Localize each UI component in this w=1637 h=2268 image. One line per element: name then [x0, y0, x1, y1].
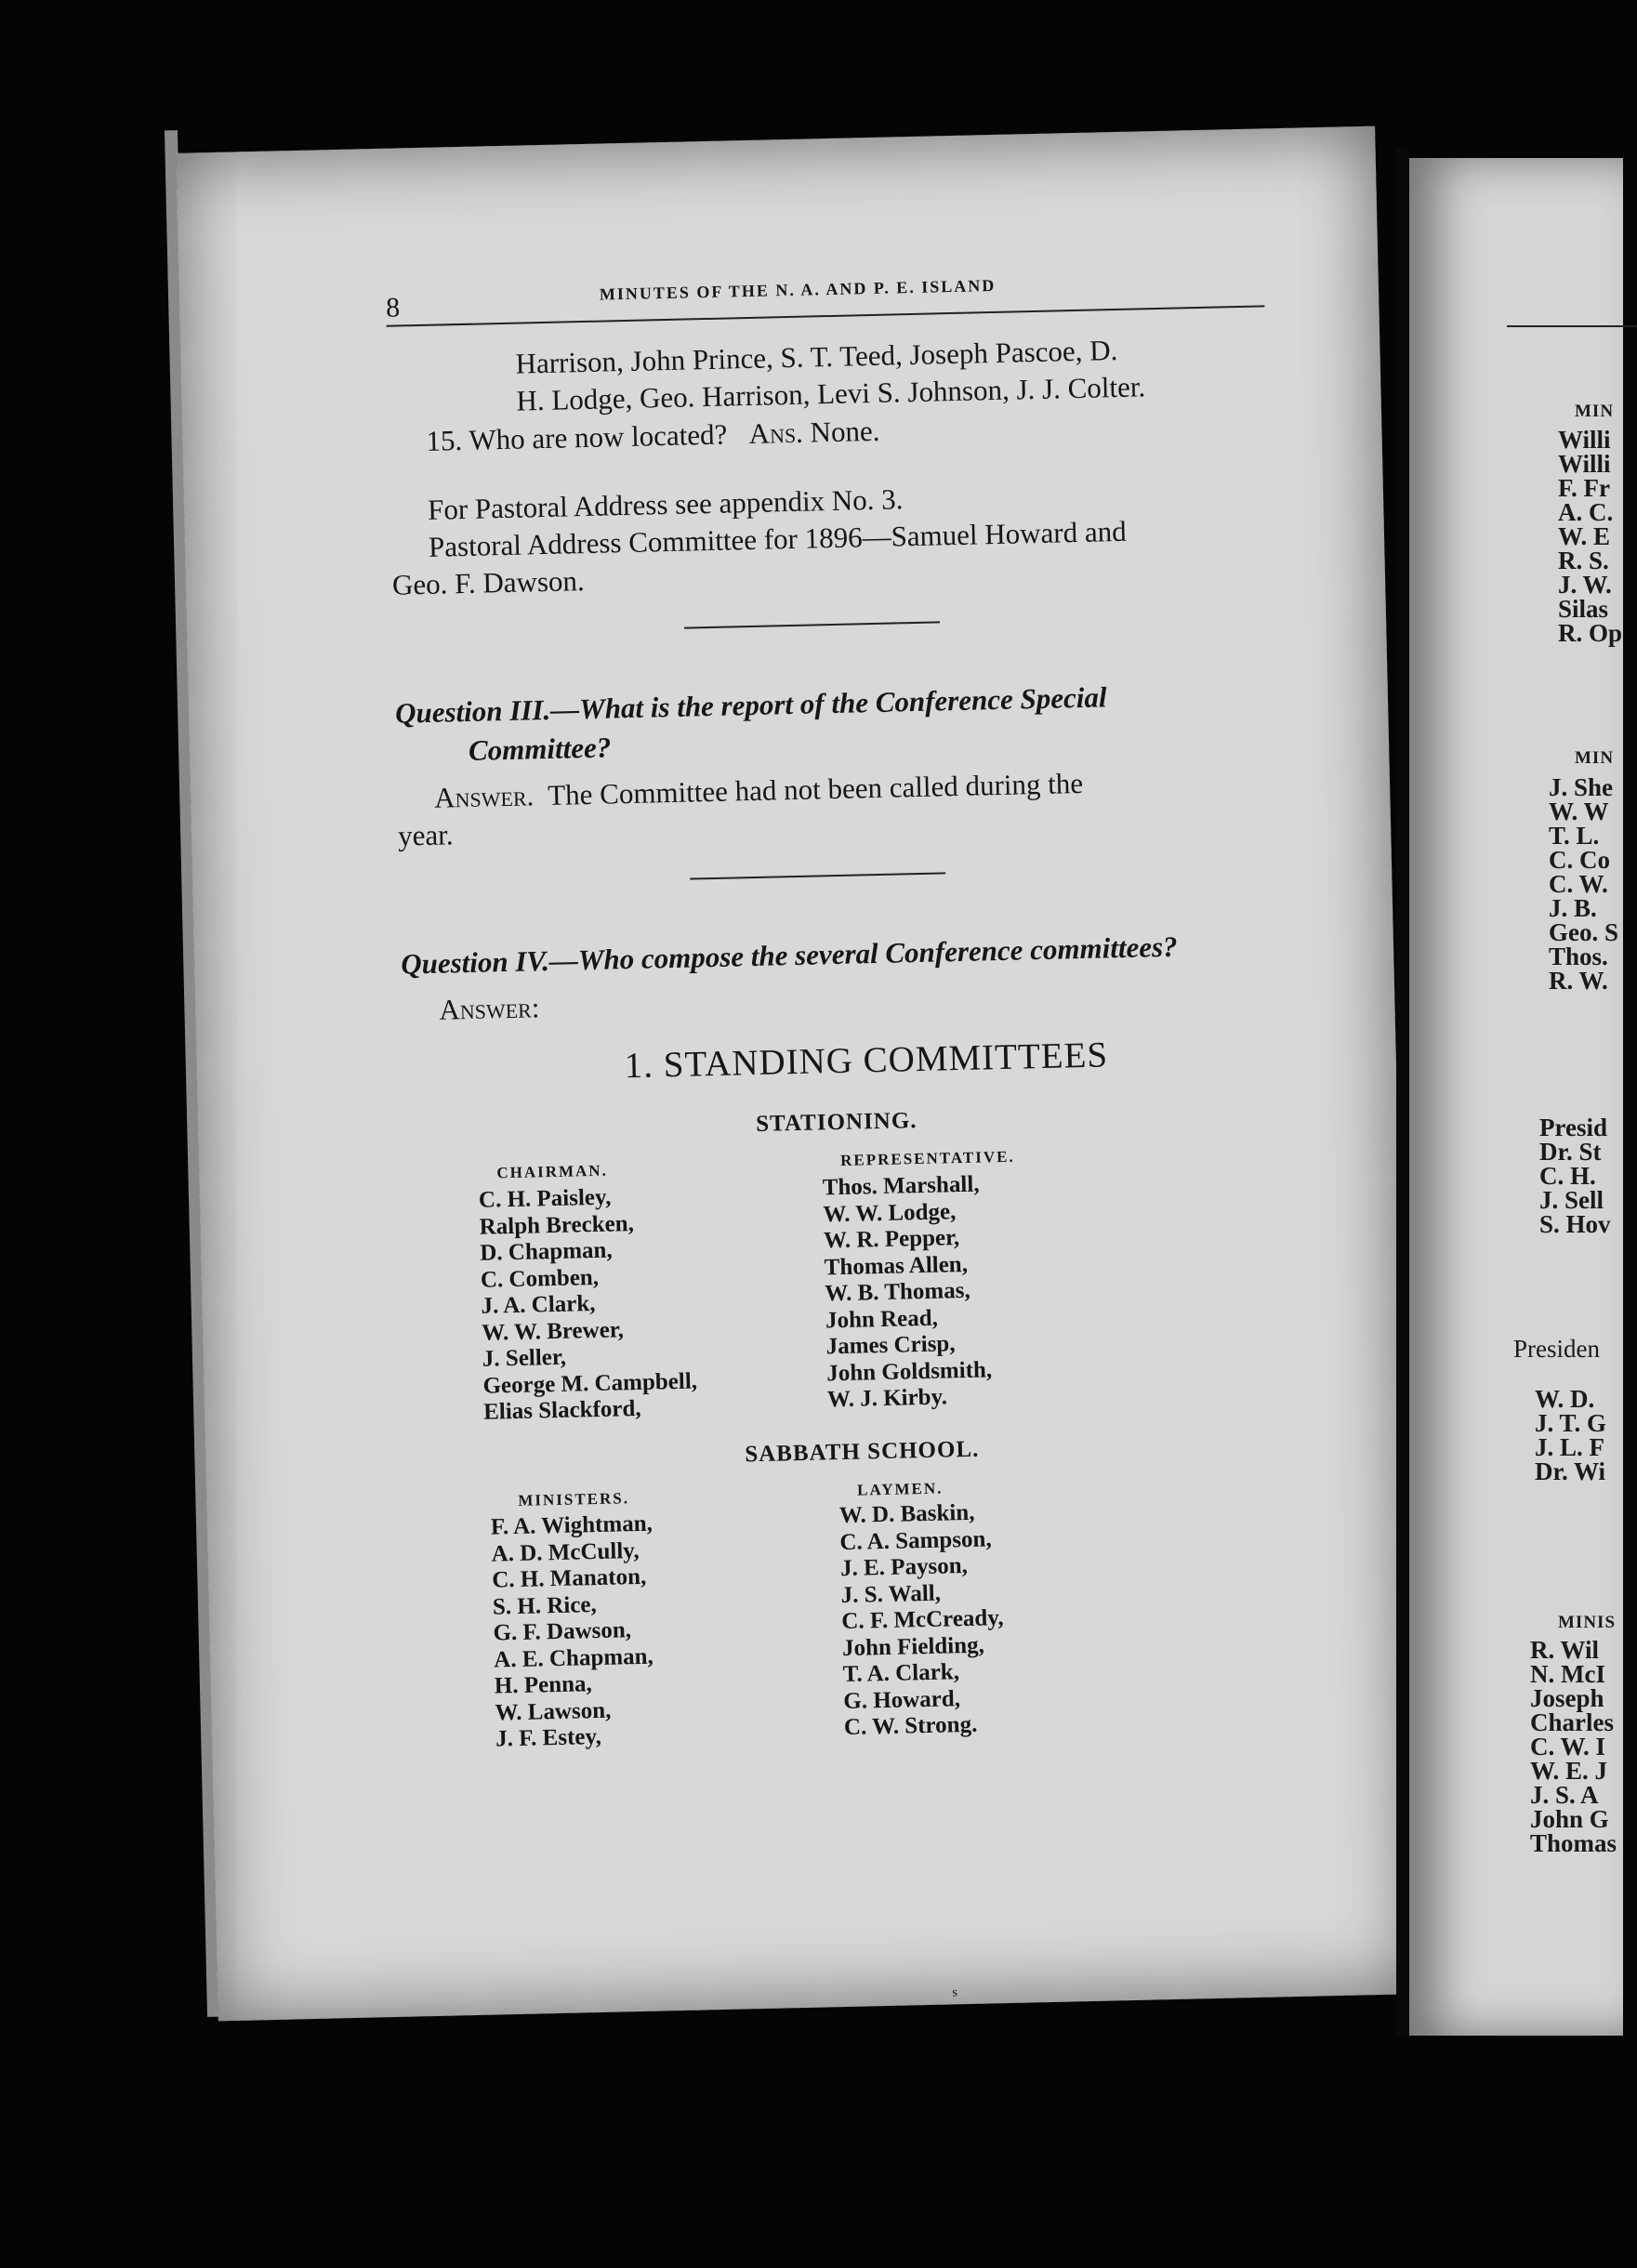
- neighbor-line: T. L.: [1549, 822, 1600, 850]
- stationing-title: STATIONING.: [755, 1108, 918, 1138]
- neighbor-line: S. Hov: [1539, 1210, 1611, 1238]
- list-item: A. D. McCully,: [491, 1537, 640, 1567]
- text-line: H. Lodge, Geo. Harrison, Levi S. Johnson, J. J. Colter.: [516, 370, 1146, 417]
- ministers-heading: MINISTERS.: [518, 1489, 630, 1510]
- list-item: Ralph Brecken,: [479, 1210, 635, 1240]
- list-item: S. H. Rice,: [492, 1591, 598, 1620]
- running-head: MINUTES OF THE N. A. AND P. E. ISLAND: [599, 275, 997, 304]
- neighbor-line: Silas: [1558, 595, 1609, 623]
- neighbor-line: W. E: [1558, 522, 1611, 550]
- answer-label: Answer:: [438, 991, 540, 1026]
- list-item: W. W. Brewer,: [481, 1316, 625, 1346]
- list-item: C. W. Strong.: [843, 1711, 978, 1741]
- question-4: Question IV.—Who compose the several Conference committees?: [400, 930, 1178, 981]
- question-3-cont: Committee?: [468, 731, 612, 767]
- document-page: [176, 126, 1417, 2022]
- list-item: C. H. Manaton,: [491, 1563, 647, 1593]
- question-3: Question III.—What is the report of the Conference Special: [394, 680, 1107, 730]
- neighbor-line: Geo. S: [1549, 918, 1619, 946]
- list-item: G. F. Dawson,: [493, 1617, 632, 1646]
- neighbor-line: J. T. G: [1535, 1409, 1607, 1437]
- neighbor-line: R. W.: [1549, 967, 1608, 995]
- list-item: C. F. McCready,: [841, 1605, 1004, 1635]
- header-rule: [387, 305, 1265, 326]
- list-item: W. W. Lodge,: [823, 1198, 957, 1227]
- neighbor-heading: MIN: [1575, 748, 1615, 768]
- neighbor-line: R. S.: [1558, 547, 1609, 574]
- pastoral-committee-line: Geo. F. Dawson.: [391, 564, 586, 601]
- neighbor-line: J. W.: [1558, 571, 1612, 599]
- page-number: 8: [385, 292, 401, 323]
- list-item: G. Howard,: [843, 1685, 961, 1714]
- neighbor-line: N. McI: [1530, 1660, 1605, 1688]
- question-3-answer: [434, 765, 1084, 817]
- text-line: Harrison, John Prince, S. T. Teed, Joseph Pascoe, D.: [515, 333, 1118, 380]
- separator-rule: [684, 621, 940, 628]
- sabbath-school-title: SABBATH SCHOOL.: [744, 1436, 980, 1468]
- page-gutter: [1396, 149, 1409, 2036]
- list-item: Thomas Allen,: [824, 1251, 969, 1280]
- neighbor-header-rule: [1507, 325, 1637, 327]
- neighbor-line: Willi: [1558, 450, 1611, 478]
- neighbor-line: John G: [1530, 1805, 1609, 1833]
- representative-heading: REPRESENTATIVE.: [839, 1147, 1015, 1169]
- neighbor-line: Charles: [1530, 1708, 1614, 1736]
- stationing-chairman-list: [479, 1183, 698, 1427]
- neighbor-line: J. Sell: [1539, 1186, 1604, 1214]
- question-15: [426, 413, 880, 460]
- neighbor-line: F. Fr: [1558, 474, 1610, 502]
- list-item: F. A. Wightman,: [490, 1510, 653, 1540]
- list-item: J. F. Estey,: [495, 1723, 602, 1752]
- sabbath-ministers-list: [491, 1511, 658, 1753]
- separator-rule: [690, 872, 945, 879]
- signature-mark: s: [952, 1985, 958, 2000]
- sabbath-laymen-list: [838, 1499, 1006, 1741]
- list-item: T. A. Clark,: [842, 1659, 960, 1688]
- neighbor-line: C. Co: [1549, 846, 1610, 874]
- list-item: Elias Slackford,: [482, 1395, 641, 1425]
- list-item: J. Seller,: [482, 1344, 567, 1372]
- list-item: Thos. Marshall,: [822, 1171, 980, 1201]
- neighbor-line: R. Wil: [1530, 1636, 1600, 1664]
- neighbor-line: J. S. A: [1530, 1781, 1599, 1809]
- section-title: 1. STANDING COMMITTEES: [624, 1035, 1109, 1087]
- neighbor-line: J. She: [1549, 773, 1614, 801]
- neighbor-line: Presid: [1539, 1114, 1607, 1141]
- list-item: C. Comben,: [480, 1264, 600, 1293]
- stationing-representative-list: [822, 1171, 993, 1413]
- laymen-heading: LAYMEN.: [856, 1479, 944, 1499]
- neighbor-line: J. B.: [1549, 894, 1597, 922]
- chairman-heading: CHAIRMAN.: [496, 1161, 609, 1182]
- question-15-text: 15. Who are now located?: [426, 417, 728, 457]
- neighbor-heading: Presiden: [1513, 1335, 1600, 1363]
- list-item: C. H. Paisley,: [478, 1184, 612, 1213]
- list-item: W. D. Baskin,: [838, 1499, 975, 1529]
- list-item: J. A. Clark,: [481, 1290, 596, 1319]
- neighbor-page: [1409, 158, 1623, 2036]
- neighbor-heading: MINIS: [1558, 1613, 1617, 1632]
- answer-label: Ans.: [748, 415, 804, 450]
- list-item: H. Penna,: [494, 1671, 593, 1699]
- neighbor-line: Willi: [1558, 426, 1611, 454]
- neighbor-line: W. W: [1549, 798, 1609, 825]
- pastoral-committee-line: Pastoral Address Committee for 1896—Samuel Howard and: [428, 514, 1128, 563]
- list-item: W. Lawson,: [495, 1697, 612, 1726]
- neighbor-line: Thomas: [1530, 1829, 1617, 1857]
- list-item: John Read,: [825, 1305, 939, 1333]
- list-item: W. R. Pepper,: [823, 1225, 960, 1254]
- neighbor-line: W. D.: [1535, 1385, 1595, 1413]
- neighbor-line: Thos.: [1549, 943, 1608, 970]
- neighbor-line: Dr. St: [1539, 1138, 1602, 1166]
- list-item: W. B. Thomas,: [825, 1277, 970, 1307]
- list-item: George M. Campbell,: [482, 1368, 698, 1399]
- neighbor-heading: MIN: [1575, 402, 1615, 421]
- list-item: John Fielding,: [841, 1632, 985, 1661]
- list-item: C. A. Sampson,: [839, 1525, 992, 1555]
- neighbor-line: J. L. F: [1535, 1433, 1605, 1461]
- neighbor-line: R. Op: [1558, 619, 1623, 647]
- answer-text: None.: [810, 414, 880, 449]
- answer-text-cont: year.: [397, 818, 454, 852]
- answer-label: Answer.: [433, 779, 535, 814]
- list-item: John Goldsmith,: [826, 1356, 993, 1386]
- list-item: A. E. Chapman,: [493, 1643, 654, 1673]
- neighbor-line: C. W. I: [1530, 1733, 1606, 1760]
- neighbor-line: Dr. Wi: [1535, 1457, 1606, 1485]
- neighbor-line: Joseph: [1530, 1684, 1604, 1712]
- neighbor-line: W. E. J: [1530, 1757, 1608, 1785]
- neighbor-line: A. C.: [1558, 498, 1614, 526]
- list-item: W. J. Kirby.: [826, 1384, 948, 1413]
- list-item: J. E. Payson,: [839, 1552, 969, 1582]
- neighbor-line: C. W.: [1549, 870, 1608, 898]
- answer-text: The Committee had not been called during the: [547, 766, 1084, 811]
- list-item: J. S. Wall,: [840, 1580, 942, 1608]
- list-item: James Crisp,: [825, 1331, 956, 1360]
- pastoral-address-line: For Pastoral Address see appendix No. 3.: [427, 482, 904, 526]
- list-item: D. Chapman,: [479, 1237, 613, 1266]
- neighbor-line: C. H.: [1539, 1162, 1596, 1190]
